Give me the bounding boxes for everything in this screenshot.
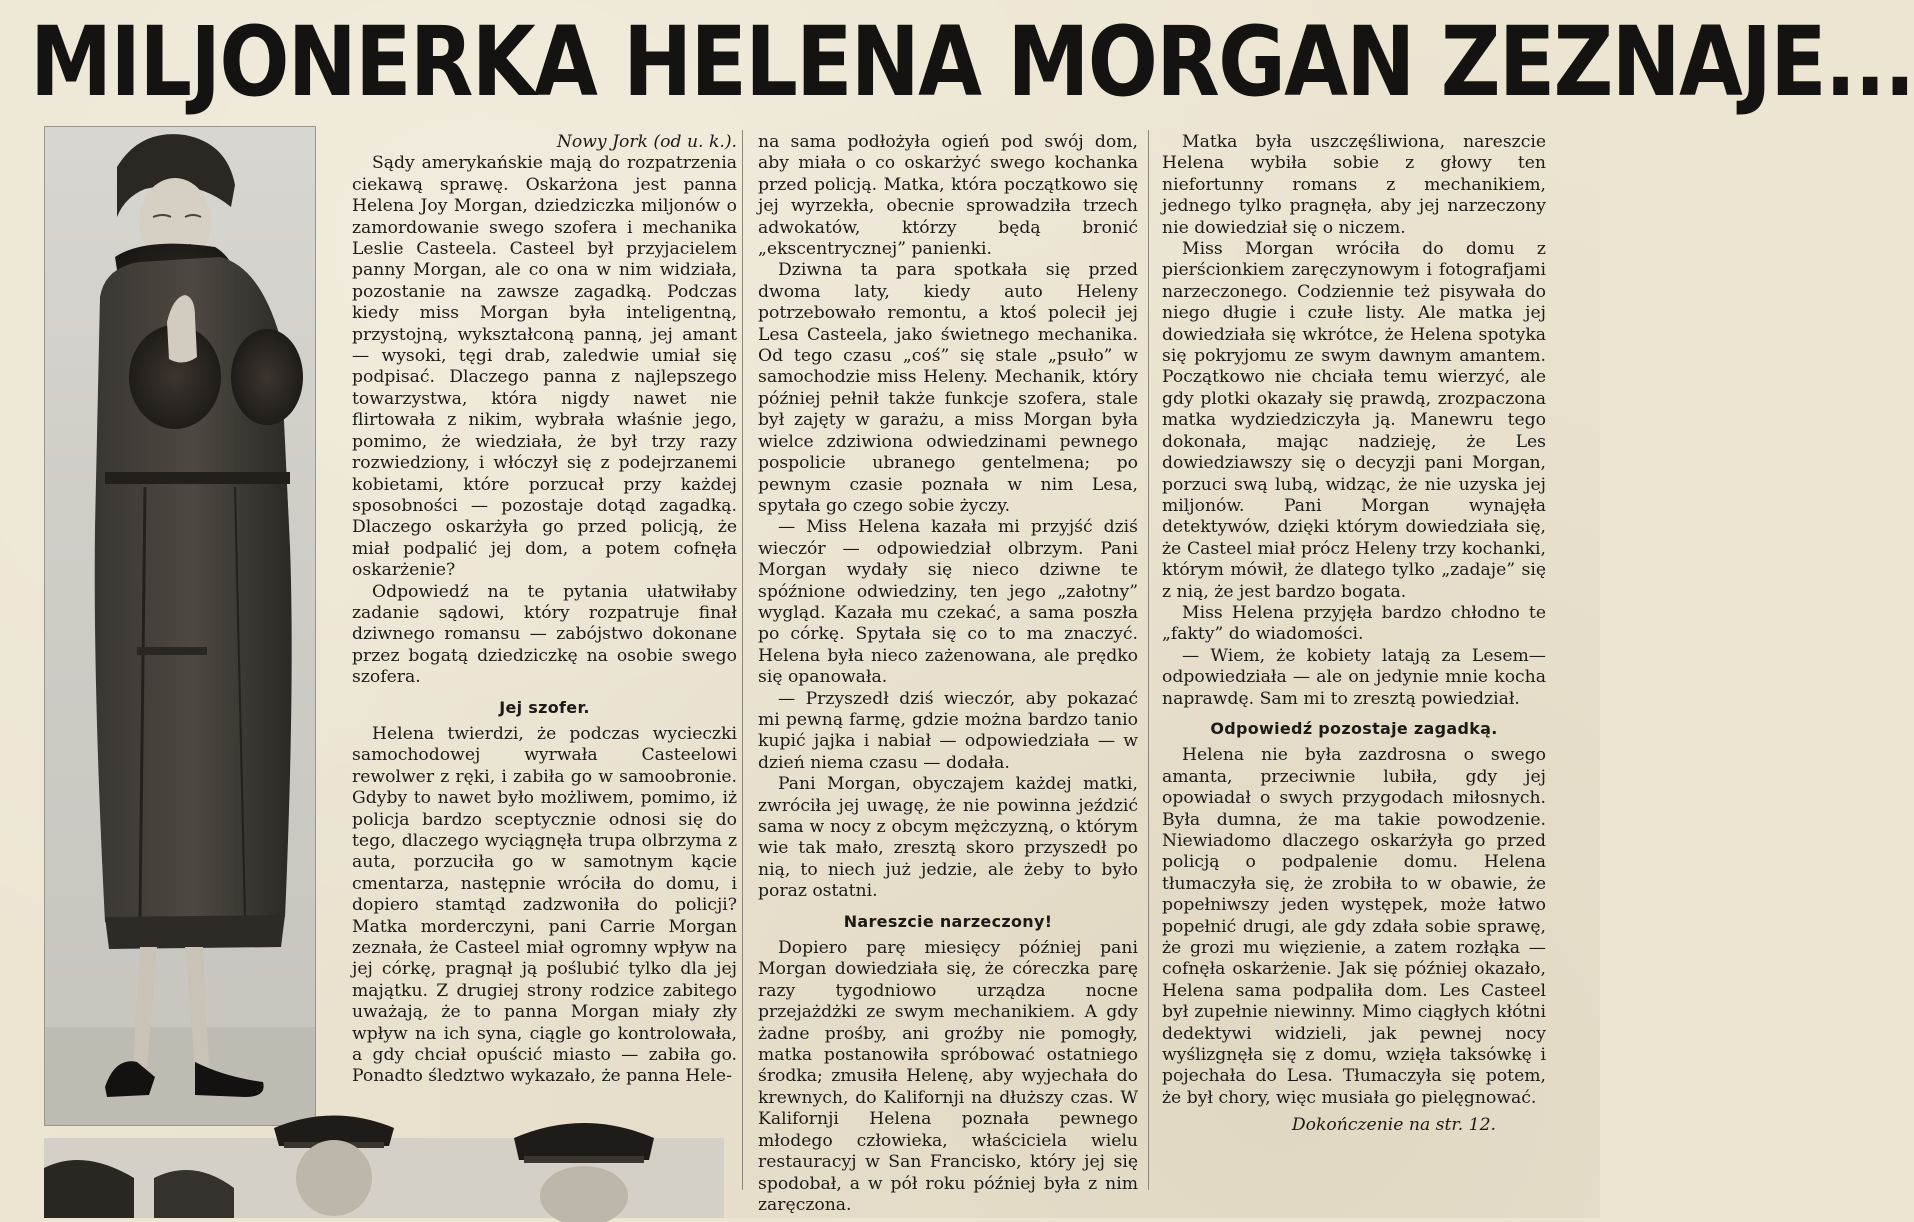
article-column-1 (352, 132, 737, 1088)
paragraph: — Przyszedł dziś wieczór, aby pokazać mi pewną farmę, gdzie można bardzo tanio kupić jajka i nabiał — odpowiedziała — w dzień niema czasu — dodała. (758, 688, 1138, 773)
continued-note: Dokończenie na str. 12. (1291, 1115, 1496, 1136)
woman-photo-drawing (45, 127, 315, 1125)
subheading: Odpowiedź pozostaje zagadką. (1210, 718, 1498, 738)
paragraph: Dopiero parę miesięcy później pani Morgan dowiedziała się, że córeczka parę razy tygodniowo urządza nocne przejażdżki ze swym mechanikiem. A gdy żadne prośby, ani groźby nie pomogły, matka postanowiła spróbować ostatniego środka; zmusiła Helenę, aby wyjechała do krewnych, do Kalifornji na dłuższy czas. W Kalifornji Helena poznała pewnego młodego człowieka, właściciela wielu restauracyj w San Francisko, który jej się spodobał, a w pół roku później była z nim zaręczona. (758, 938, 1138, 1215)
paragraph: Pani Morgan, obyczajem każdej matki, zwróciła jej uwagę, że nie powinna jeździć sama w nocy z obcym mężczyzną, o którym wie tak mało, zresztą skoro przyszedł po nią, to niech już jedzie, ale żeby to było poraz ostatni. (758, 774, 1138, 902)
subheading: Jej szofer. (499, 697, 590, 717)
column-rule-2 (1148, 130, 1149, 1190)
article-column-2 (758, 132, 1138, 1216)
column-rule-1 (742, 130, 743, 1190)
paragraph: Miss Helena przyjęła bardzo chłodno te „fakty” do wiadomości. (1162, 602, 1546, 645)
paragraph: Odpowiedź na te pytania ułatwiłaby zadanie sądowi, który rozpatruje finał dziwnego romansu — zabójstwo dokonane przez bogatą dziedziczkę na osobie swego szofera. (352, 581, 737, 688)
dateline: Nowy Jork (od u. k.). (556, 132, 737, 152)
policemen-photo-drawing (44, 1108, 724, 1218)
policemen-photo (44, 1108, 724, 1218)
paragraph: — Miss Helena kazała mi przyjść dziś wieczór — odpowiedział olbrzym. Pani Morgan wydały się nieco dziwne te spóźnione odwiedziny, ten jego „załotny” wygląd. Kazała mu czekać, a sama poszła po córkę. Spytała się co to ma znaczyć. Helena była nieco zażenowana, ale prędko się opanowała. (758, 517, 1138, 688)
paragraph: Matka była uszczęśliwiona, nareszcie Helena wybiła sobie z głowy ten niefortunny romans z mechanikiem, jednego tylko pragnęła, aby jej narzeczony nie dowiedział się o niczem. (1162, 132, 1546, 238)
paragraph: Helena nie była zazdrosna o swego amanta, przeciwnie lubiła, gdy jej opowiadał o swych przygodach miłosnych. Była dumna, że ma takie powodzenie. Niewiadomo dlaczego oskarżyła go przed policją o podpalenie domu. Helena tłumaczyła się, że zrobiła to w obawie, że popełniwszy jeden występek, może łatwo popełnić drugi, ale gdy zdała sobie sprawę, że grozi mu więzienie, a zatem rozłąka — cofnęła oskarżenie. Jak się później okazało, Helena sama podpaliła dom. Les Casteel był zupełnie niewinny. Mimo ciągłych kłótni dedektywi widzieli, jak pewnej nocy wyślizgnęła się z domu, wzięła taksówkę i pojechała do Lesa. Tłumaczyła się potem, że był chory, więc musiała go pielęgnować. (1162, 745, 1546, 1108)
paragraph: na sama podłożyła ogień pod swój dom, aby miała o co oskarżyć swego kochanka przed policją. Matka, która początkowo się jej wyrzekła, obecnie sprowadziła trzech adwokatów, którzy będą bronić „ekscentrycznej” panienki. (758, 132, 1138, 260)
paragraph: — Wiem, że kobiety latają za Lesem— odpowiedziała — ale on jedynie mnie kocha naprawdę. Sam mi to zresztą powiedział. (1162, 645, 1546, 709)
paragraph: Sądy amerykańskie mają do rozpatrzenia ciekawą sprawę. Oskarżona jest panna Helena Joy Morgan, dziedziczka miljonów o zamordowanie swego szofera i mechanika Leslie Casteela. Casteel był przyjacielem panny Morgan, ale co ona w nim widziała, pozostanie na zawsze zagadką. Podczas kiedy miss Morgan była inteligentną, przystojną, wykształconą panną, jej amant — wysoki, tęgi drab, zaledwie umiał się podpisać. Dlaczego panna z najlepszego towarzystwa, która nigdy nawet nie flirtowała z nikim, wybrała właśnie jego, pomimo, że wiedziała, że był trzy razy rozwiedziony, i włóczył się z podejrzanemi kobietami, które porzucał przy każdej sposobności — pozostaje dotąd zagadką. Dlaczego oskarżyła go przed policją, że miał podpalić jej dom, a potem cofnęła oskarżenie? (352, 153, 737, 581)
woman-in-fur-coat-photo (44, 126, 316, 1126)
article-column-3 (1162, 132, 1546, 1137)
paragraph: Miss Morgan wróciła do domu z pierścionkiem zaręczynowym i fotografjami narzeczonego. Codziennie też pisywała do niego długie i czułe listy. Ale matka jej dowiedziała się wkrótce, że Helena spotyka się pokryjomu ze swym dawnym amantem. Początkowo nie chciała temu wierzyć, ale gdy plotki okazały się prawdą, zrozpaczona matka wydziedziczyła ją. Manewru tego dokonała, mając nadzieję, że Les dowiedziawszy się o decyzji pani Morgan, porzuci swą lubą, widząc, że nie uzyska jej miljonów. Pani Morgan wynajęła detektywów, dzięki którym dowiedziała się, że Casteel miał prócz Heleny trzy kochanki, którym mówił, że dlatego tylko „zadaje” się z nią, że jest bardzo bogata. (1162, 239, 1546, 602)
headline: MILJONERKA HELENA MORGAN ZEZNAJE... (30, 6, 1914, 118)
subheading: Nareszcie narzeczony! (843, 911, 1053, 931)
paragraph: Dziwna ta para spotkała się przed dwoma laty, kiedy auto Heleny potrzebowało remontu, a ktoś polecił jej Lesa Casteela, jako świetnego mechanika. Od tego czasu „coś” się stale „psuło” w samochodzie miss Heleny. Mechanik, który później pełnił także funkcje szofera, stale był zajęty w garażu, a miss Morgan była wielce zdziwiona odwiedzinami pewnego pospolicie ubranego gentelmena; po pewnym czasie poznała w nim Lesa, spytała go czego sobie życzy. (758, 260, 1138, 516)
paragraph: Helena twierdzi, że podczas wycieczki samochodowej wyrwała Casteelowi rewolwer z ręki, i zabiła go w samoobronie. Gdyby to nawet było możliwem, pomimo, iż policja bardzo sceptycznie odnosi się do tego, dlaczego wyciągnęła trupa olbrzyma z auta, porzuciła go w samotnym kącie cmentarza, następnie wróciła do domu, i dopiero stamtąd zadzwoniła do policji? Matka morderczyni, pani Carrie Morgan zeznała, że Casteel miał ogromny wpływ na jej córkę, pragnął ją poślubić tylko dla jej majątku. Z drugiej strony rodzice zabitego uważają, że to panna Morgan miały zły wpływ na ich syna, ciągle go kontrolowała, a gdy chciał opuścić miasto — zabiła go. Ponadto śledztwo wykazało, że panna Hele- (352, 723, 737, 1087)
